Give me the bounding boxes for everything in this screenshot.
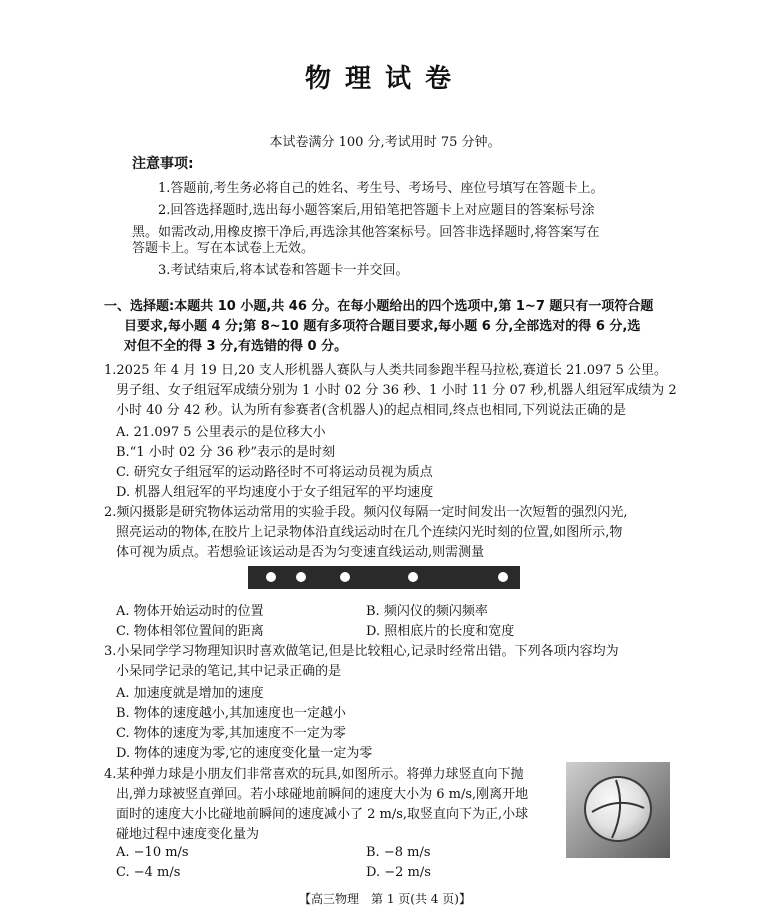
question-1-option-a: A. 21.097 5 公里表示的是位移大小	[116, 425, 326, 440]
question-4-line: 碰地过程中速度变化量为	[116, 827, 260, 842]
question-1-option-d: D. 机器人组冠军的平均速度小于女子组冠军的平均速度	[116, 485, 434, 500]
object-position-dot	[340, 572, 350, 582]
bouncy-ball-image	[584, 776, 652, 842]
exam-title: 物理试卷	[304, 64, 465, 94]
question-2-option-a: A. 物体开始运动时的位置	[116, 604, 264, 619]
page-footer: 【高三物理 第 1 页(共 4 页)】	[299, 892, 471, 906]
section-line: 目要求,每小题 4 分;第 8~10 题有多项符合题目要求,每小题 6 分,全部选对的得 6 分,选	[124, 319, 641, 334]
question-1-line: 男子组、女子组冠军成绩分别为 1 小时 02 分 36 秒、1 小时 11 分 07 秒,机器人组冠军成绩为 2	[116, 383, 677, 398]
question-1-option-c: C. 研究女子组冠军的运动路径时不可将运动员视为质点	[116, 465, 433, 480]
question-1-option-b: B.“1 小时 02 分 36 秒”表示的是时刻	[116, 445, 335, 460]
question-4-option-a: A. −10 m/s	[116, 845, 189, 860]
section-line: 一、选择题:本题共 10 小题,共 46 分。在每小题给出的四个选项中,第 1~7 题只有一项符合题	[104, 299, 654, 314]
question-3-line: 小呆同学记录的笔记,其中记录正确的是	[116, 664, 342, 679]
stroboscope-photo-strip	[248, 566, 520, 589]
question-3-option-d: D. 物体的速度为零,它的速度变化量一定为零	[116, 746, 373, 761]
question-4-line: 面时的速度大小比碰地前瞬间的速度减小了 2 m/s,取竖直向下为正,小球	[116, 807, 529, 822]
object-position-dot	[408, 572, 418, 582]
question-2-option-b: B. 频闪仪的频闪频率	[366, 604, 488, 619]
object-position-dot	[266, 572, 276, 582]
question-3-option-c: C. 物体的速度为零,其加速度不一定为零	[116, 726, 346, 741]
question-1-line: 小时 40 分 42 秒。认为所有参赛者(含机器人)的起点相同,终点也相同,下列说法正确的是	[116, 403, 627, 418]
note-line: 黑。如需改动,用橡皮擦干净后,再选涂其他答案标号。回答非选择题时,将答案写在	[132, 225, 600, 240]
exam-subtitle: 本试卷满分 100 分,考试用时 75 分钟。	[269, 135, 501, 150]
note-line: 1.答题前,考生务必将自己的姓名、考生号、考场号、座位号填写在答题卡上。	[158, 181, 604, 196]
question-2-line: 体可视为质点。若想验证该运动是否为匀变速直线运动,则需测量	[116, 545, 485, 560]
object-position-dot	[296, 572, 306, 582]
question-4-line: 出,弹力球被竖直弹回。若小球碰地前瞬间的速度大小为 6 m/s,刚离开地	[116, 787, 529, 802]
question-3-option-a: A. 加速度就是增加的速度	[116, 686, 264, 701]
note-line: 3.考试结束后,将本试卷和答题卡一并交回。	[158, 263, 409, 278]
question-2-line: 2.频闪摄影是研究物体运动常用的实验手段。频闪仪每隔一定时间发出一次短暂的强烈闪光,	[104, 505, 628, 520]
question-3-option-b: B. 物体的速度越小,其加速度也一定越小	[116, 706, 346, 721]
object-position-dot	[498, 572, 508, 582]
section-line: 对但不全的得 3 分,有选错的得 0 分。	[124, 339, 348, 354]
notes-heading: 注意事项:	[132, 156, 194, 172]
question-2-option-c: C. 物体相邻位置间的距离	[116, 624, 264, 639]
question-4-option-b: B. −8 m/s	[366, 845, 431, 860]
bouncy-ball-photo	[566, 762, 670, 858]
ball-seam-drawing	[586, 778, 650, 840]
question-1-line: 1.2025 年 4 月 19 日,20 支人形机器人赛队与人类共同参跑半程马拉松,赛道长 21.097 5 公里。	[104, 363, 668, 378]
question-3-line: 3.小呆同学学习物理知识时喜欢做笔记,但是比较粗心,记录时经常出错。下列各项内容均为	[104, 644, 619, 659]
question-4-option-d: D. −2 m/s	[366, 865, 431, 880]
note-line: 2.回答选择题时,选出每小题答案后,用铅笔把答题卡上对应题目的答案标号涂	[158, 203, 595, 218]
question-4-line: 4.某种弹力球是小朋友们非常喜欢的玩具,如图所示。将弹力球竖直向下抛	[104, 767, 524, 782]
question-2-option-d: D. 照相底片的长度和宽度	[366, 624, 515, 639]
question-2-line: 照亮运动的物体,在胶片上记录物体沿直线运动时在几个连续闪光时刻的位置,如图所示,物	[116, 525, 623, 540]
section-heading	[104, 297, 664, 357]
note-line: 答题卡上。写在本试卷上无效。	[132, 241, 315, 256]
question-4-option-c: C. −4 m/s	[116, 865, 181, 880]
